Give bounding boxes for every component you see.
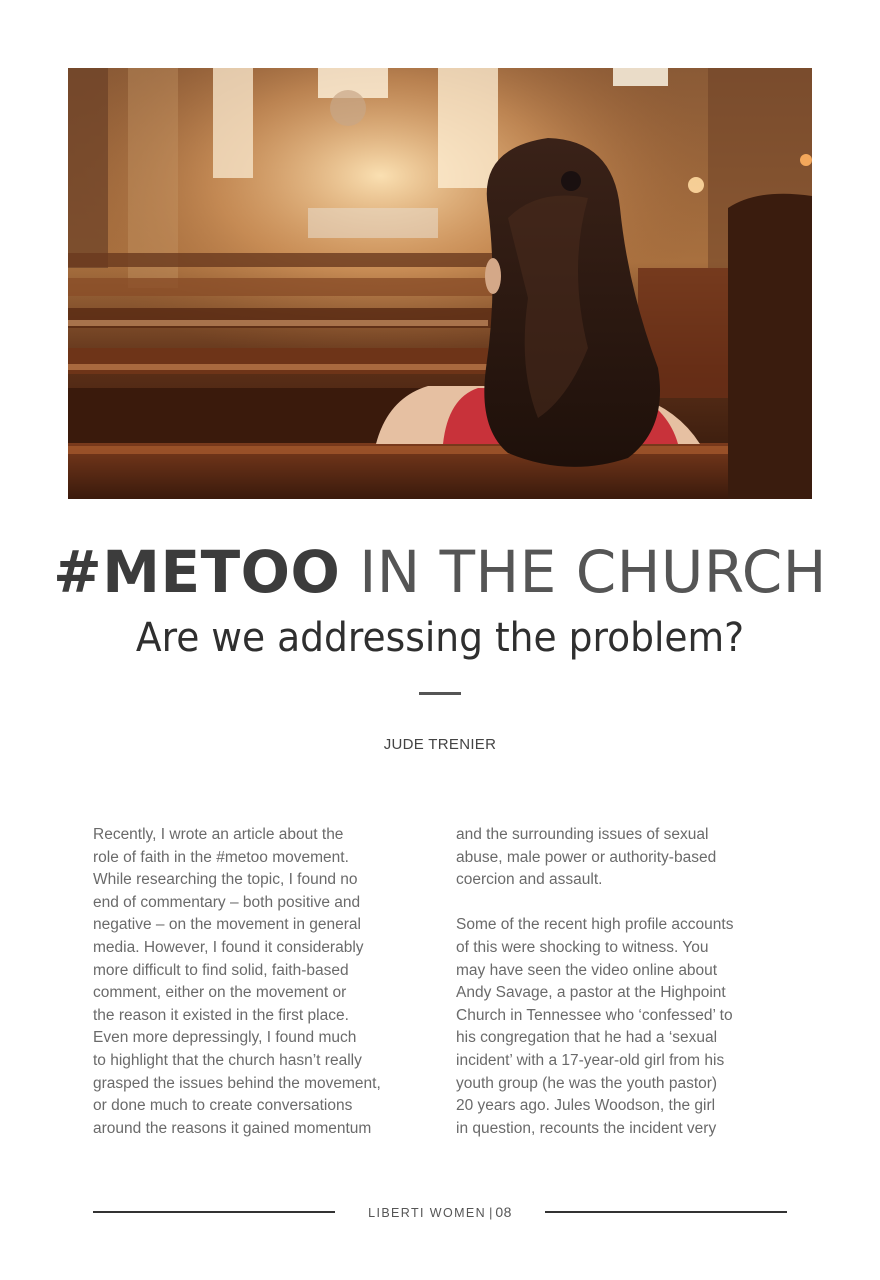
body-line: Andy Savage, a pastor at the Highpoint [456, 984, 726, 1002]
body-line: negative – on the movement in general [93, 916, 361, 934]
body-paragraph [93, 824, 413, 1140]
body-line: or done much to create conversations [93, 1097, 353, 1115]
body-line: coercion and assault. [456, 871, 603, 889]
body-line: his congregation that he had a ‘sexual [456, 1029, 718, 1047]
body-line: Even more depressingly, I found much [93, 1029, 357, 1047]
hero-photo [68, 68, 812, 499]
body-line: Some of the recent high profile accounts [456, 916, 734, 934]
body-line: abuse, male power or authority-based [456, 848, 717, 866]
footer-rule-right [545, 1211, 787, 1213]
body-line: youth group (he was the youth pastor) [456, 1074, 718, 1092]
body-line: Church in Tennessee who ‘confessed’ to [456, 1006, 733, 1024]
article-subtitle: Are we addressing the problem? [135, 615, 745, 661]
body-line: Recently, I wrote an article about the [93, 826, 344, 843]
body-line: in question, recounts the incident very [456, 1119, 717, 1137]
body-line: While researching the topic, I found no [93, 871, 358, 889]
body-line: end of commentary – both positive and [93, 893, 361, 911]
article-title [0, 538, 880, 606]
page-number: 08 [495, 1204, 512, 1220]
footer-separator: | [489, 1206, 493, 1220]
body-paragraph [456, 824, 776, 892]
footer-publication: LIBERTI WOMEN [368, 1206, 487, 1220]
body-line: the reason it existed in the first place. [93, 1006, 349, 1024]
title-hashtag: #METOO [53, 538, 341, 606]
body-line: more difficult to find solid, faith-based [93, 961, 349, 979]
body-line: 20 years ago. Jules Woodson, the girl [456, 1097, 716, 1115]
body-line: incident’ with a 17-year-old girl from his [456, 1051, 725, 1069]
title-divider [419, 692, 461, 695]
body-paragraph [456, 914, 776, 1140]
body-column-right [456, 824, 776, 1140]
body-line: media. However, I found it considerably [93, 938, 364, 956]
title-rest: IN THE CHURCH [359, 538, 827, 606]
body-column-left [93, 824, 413, 1140]
body-line: of this were shocking to witness. You [456, 938, 709, 956]
body-line: around the reasons it gained momentum [93, 1119, 372, 1137]
footer-rule-left [93, 1211, 335, 1213]
body-line: may have seen the video online about [456, 961, 718, 979]
body-line: and the surrounding issues of sexual [456, 826, 709, 843]
body-line: comment, either on the movement or [93, 984, 347, 1002]
body-line: role of faith in the #metoo movement. [93, 848, 349, 866]
body-line: to highlight that the church hasn’t really [93, 1051, 362, 1069]
author-byline: JUDE TRENIER [383, 736, 497, 753]
body-line: grasped the issues behind the movement, [93, 1074, 381, 1092]
page-footer [335, 1203, 545, 1222]
